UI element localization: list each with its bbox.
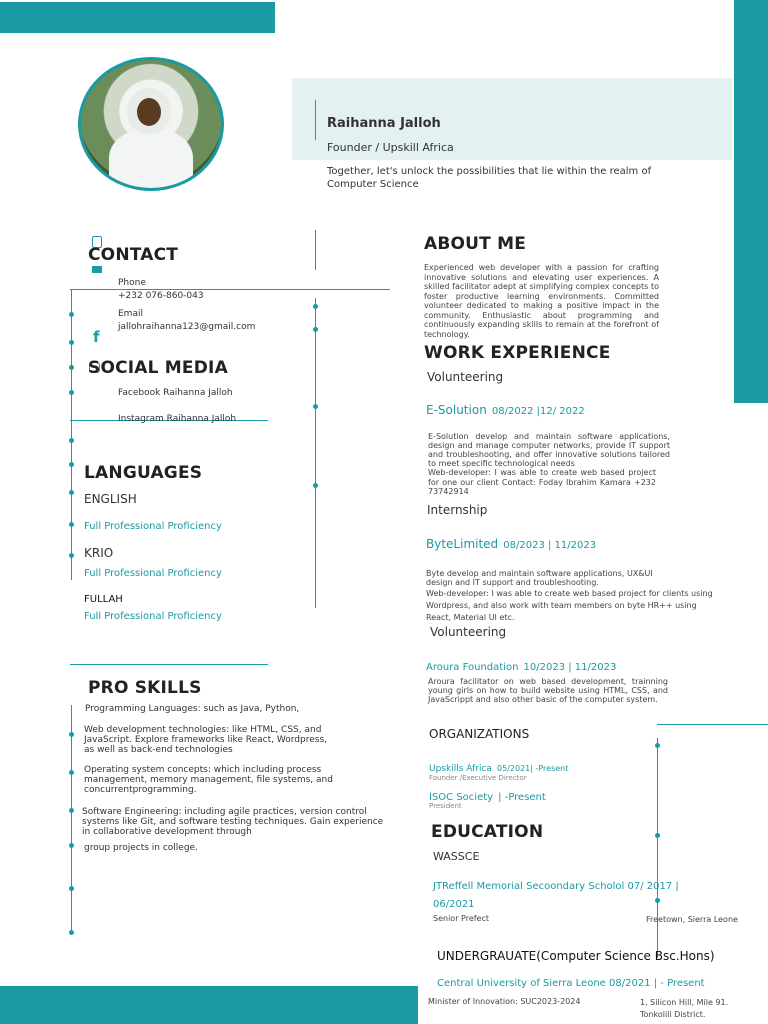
person-name: Raihanna Jalloh <box>327 116 441 131</box>
skill-item: Software Engineering: including agile practices, version control systems like Git, and software testing techniques. Gain experience in collaborative development through <box>82 807 384 837</box>
timeline-left <box>71 290 72 580</box>
edu-degree: WASSCE <box>433 850 480 863</box>
job-desc-2: Web-developer: I was able to create web based project for clients using Wordpress, and also work with team members on byte HR++ using React, Material UI etc. <box>426 589 713 622</box>
org-rule <box>657 724 768 725</box>
timeline-dot <box>69 522 74 527</box>
skill-item: Web development technologies: like HTML, CSS, and JavaScript. Explore frameworks like React, Wordpress, as well as back-end technologies <box>84 725 327 755</box>
timeline-dot <box>313 327 318 332</box>
language-level: Full Professional Proficiency <box>84 521 222 532</box>
edu-school-line <box>437 978 705 989</box>
profile-photo <box>78 57 224 191</box>
job-desc: Byte develop and maintain software applications, UX&UI design and IT support and troubleshooting. <box>426 569 653 587</box>
timeline-mid-2 <box>315 298 316 608</box>
edu-degree: UNDERGRAUATE(Computer Science Bsc.Hons) <box>437 949 715 963</box>
facebook-icon[interactable]: f <box>93 328 100 346</box>
job-dates: 10/2023 | 11/2023 <box>523 662 617 673</box>
org-dates: | -Present <box>498 792 546 803</box>
timeline-dot <box>69 365 74 370</box>
languages-rule <box>70 664 268 665</box>
job-dates: 08/2023 | 11/2023 <box>503 540 597 551</box>
skill-item: Programming Languages: such as Java, Python, <box>85 704 300 714</box>
edu-school: Central University of Sierra Leone <box>437 978 606 989</box>
mail-icon <box>92 266 102 273</box>
timeline-mid <box>315 230 316 270</box>
language-level: Full Professional Proficiency <box>84 568 222 579</box>
edu-dates: 07/ 2017 | 06/2021 <box>433 881 679 910</box>
language-name: FULLAH <box>84 594 123 605</box>
bottom-left-bar <box>0 986 418 1024</box>
skill-item: Operating system concepts: which including process management, memory management, file systems, and concurrentprogramming. <box>84 765 333 795</box>
skills-heading: PRO SKILLS <box>88 678 202 698</box>
instagram-link[interactable]: Instagram Raihanna Jalloh <box>118 414 237 424</box>
org-dates: 05/2021| -Present <box>497 764 569 773</box>
timeline-dot <box>69 390 74 395</box>
language-level: Full Professional Proficiency <box>84 611 222 622</box>
header-divider <box>315 100 316 140</box>
job-role: Volunteering <box>427 370 504 384</box>
edu-location: 1, Silicon Hill, Mile 91. Tonkolili District. <box>640 998 729 1019</box>
timeline-dot <box>69 886 74 891</box>
work-heading: WORK EXPERIENCE <box>424 343 611 363</box>
tagline: Together, let's unlock the possibilities that lie within the realm of Computer Science <box>327 166 652 190</box>
phone-value: +232 076-860-043 <box>118 291 204 301</box>
timeline-dot <box>69 732 74 737</box>
job-desc: Aroura facilitator on web based development, trainning young girls on how to build website using HTML, CSS, and JavaScrippt and also other basic of the computer system. <box>428 677 668 704</box>
email-value[interactable]: jallohraihanna123@gmail.com <box>118 322 256 332</box>
job-org: E-Solution <box>426 403 487 417</box>
job-org-line <box>426 655 616 674</box>
edu-dates: 08/2021 | - Present <box>609 978 705 989</box>
org-name: Upskills Africa <box>429 764 492 774</box>
social-heading: SOCIAL MEDIA <box>88 358 228 378</box>
organizations-heading: ORGANIZATIONS <box>429 727 530 741</box>
timeline-dot <box>69 490 74 495</box>
org-role: Founder /Executive Director <box>429 774 527 782</box>
edu-school-line <box>433 878 703 914</box>
facebook-link[interactable]: Facebook Raihanna Jalloh <box>118 388 233 398</box>
contact-rule <box>70 289 390 290</box>
timeline-dot <box>313 304 318 309</box>
org-name: ISOC Society <box>429 792 494 803</box>
email-label: Email <box>118 309 143 319</box>
job-org-line <box>426 399 585 418</box>
top-left-bar <box>0 2 275 33</box>
person-title: Founder / Upskill Africa <box>327 141 454 154</box>
job-org-line <box>426 533 596 552</box>
timeline-dot <box>69 462 74 467</box>
about-heading: ABOUT ME <box>424 234 527 254</box>
contact-heading: CONTACT <box>88 245 179 265</box>
job-org: Aroura Foundation <box>426 662 519 673</box>
edu-note: Minister of Innovation: SUC2023-2024 <box>428 997 581 1006</box>
timeline-dot <box>69 770 74 775</box>
timeline-dot <box>655 833 660 838</box>
job-role: Internship <box>427 503 488 517</box>
right-bar <box>734 0 768 403</box>
languages-heading: LANGUAGES <box>84 463 203 483</box>
edu-school: JTReffell Memorial Secoondary Scholol <box>433 881 625 892</box>
timeline-dot <box>313 404 318 409</box>
job-dates: 08/2022 |12/ 2022 <box>491 406 585 417</box>
timeline-dot <box>313 483 318 488</box>
phone-label: Phone <box>118 278 146 288</box>
education-heading: EDUCATION <box>431 822 544 842</box>
job-desc: E-Solution develop and maintain software applications, design and manage computer networks, provide IT support and troubleshooting, and offer innovative solutions tailored to meet specific technological needs <box>428 432 670 468</box>
timeline-dot <box>69 438 74 443</box>
timeline-dot <box>69 553 74 558</box>
job-desc-2: Web-developer: I was able to create web based project for one our client Contact: Foday Ibrahim Kamara +232 73742914 <box>428 468 656 496</box>
skill-item: group projects in college. <box>84 843 198 853</box>
org-line <box>429 756 568 775</box>
job-role: Volunteering <box>430 625 507 639</box>
timeline-dot <box>69 843 74 848</box>
timeline-dot <box>69 930 74 935</box>
timeline-dot <box>69 808 74 813</box>
job-org: ByteLimited <box>426 537 499 551</box>
timeline-dot <box>69 312 74 317</box>
language-name: ENGLISH <box>84 492 137 506</box>
timeline-dot <box>69 340 74 345</box>
timeline-skills <box>71 705 72 930</box>
about-text: Experienced web developer with a passion for crafting innovative solutions and elevating user experiences. A skilled facilitator adept at simplifying complex concepts to foster productive learning environments. Committed volunteer dedicated to making a positive impact in the community. Enthusiastic about programming and continuously expanding skills to remain at the forefront of technology. <box>424 263 659 339</box>
org-role: President <box>429 802 462 810</box>
edu-location: Freetown, Sierra Leone <box>646 915 738 924</box>
edu-note: Senior Prefect <box>433 914 490 923</box>
timeline-dot <box>655 743 660 748</box>
language-name: KRIO <box>84 546 114 560</box>
